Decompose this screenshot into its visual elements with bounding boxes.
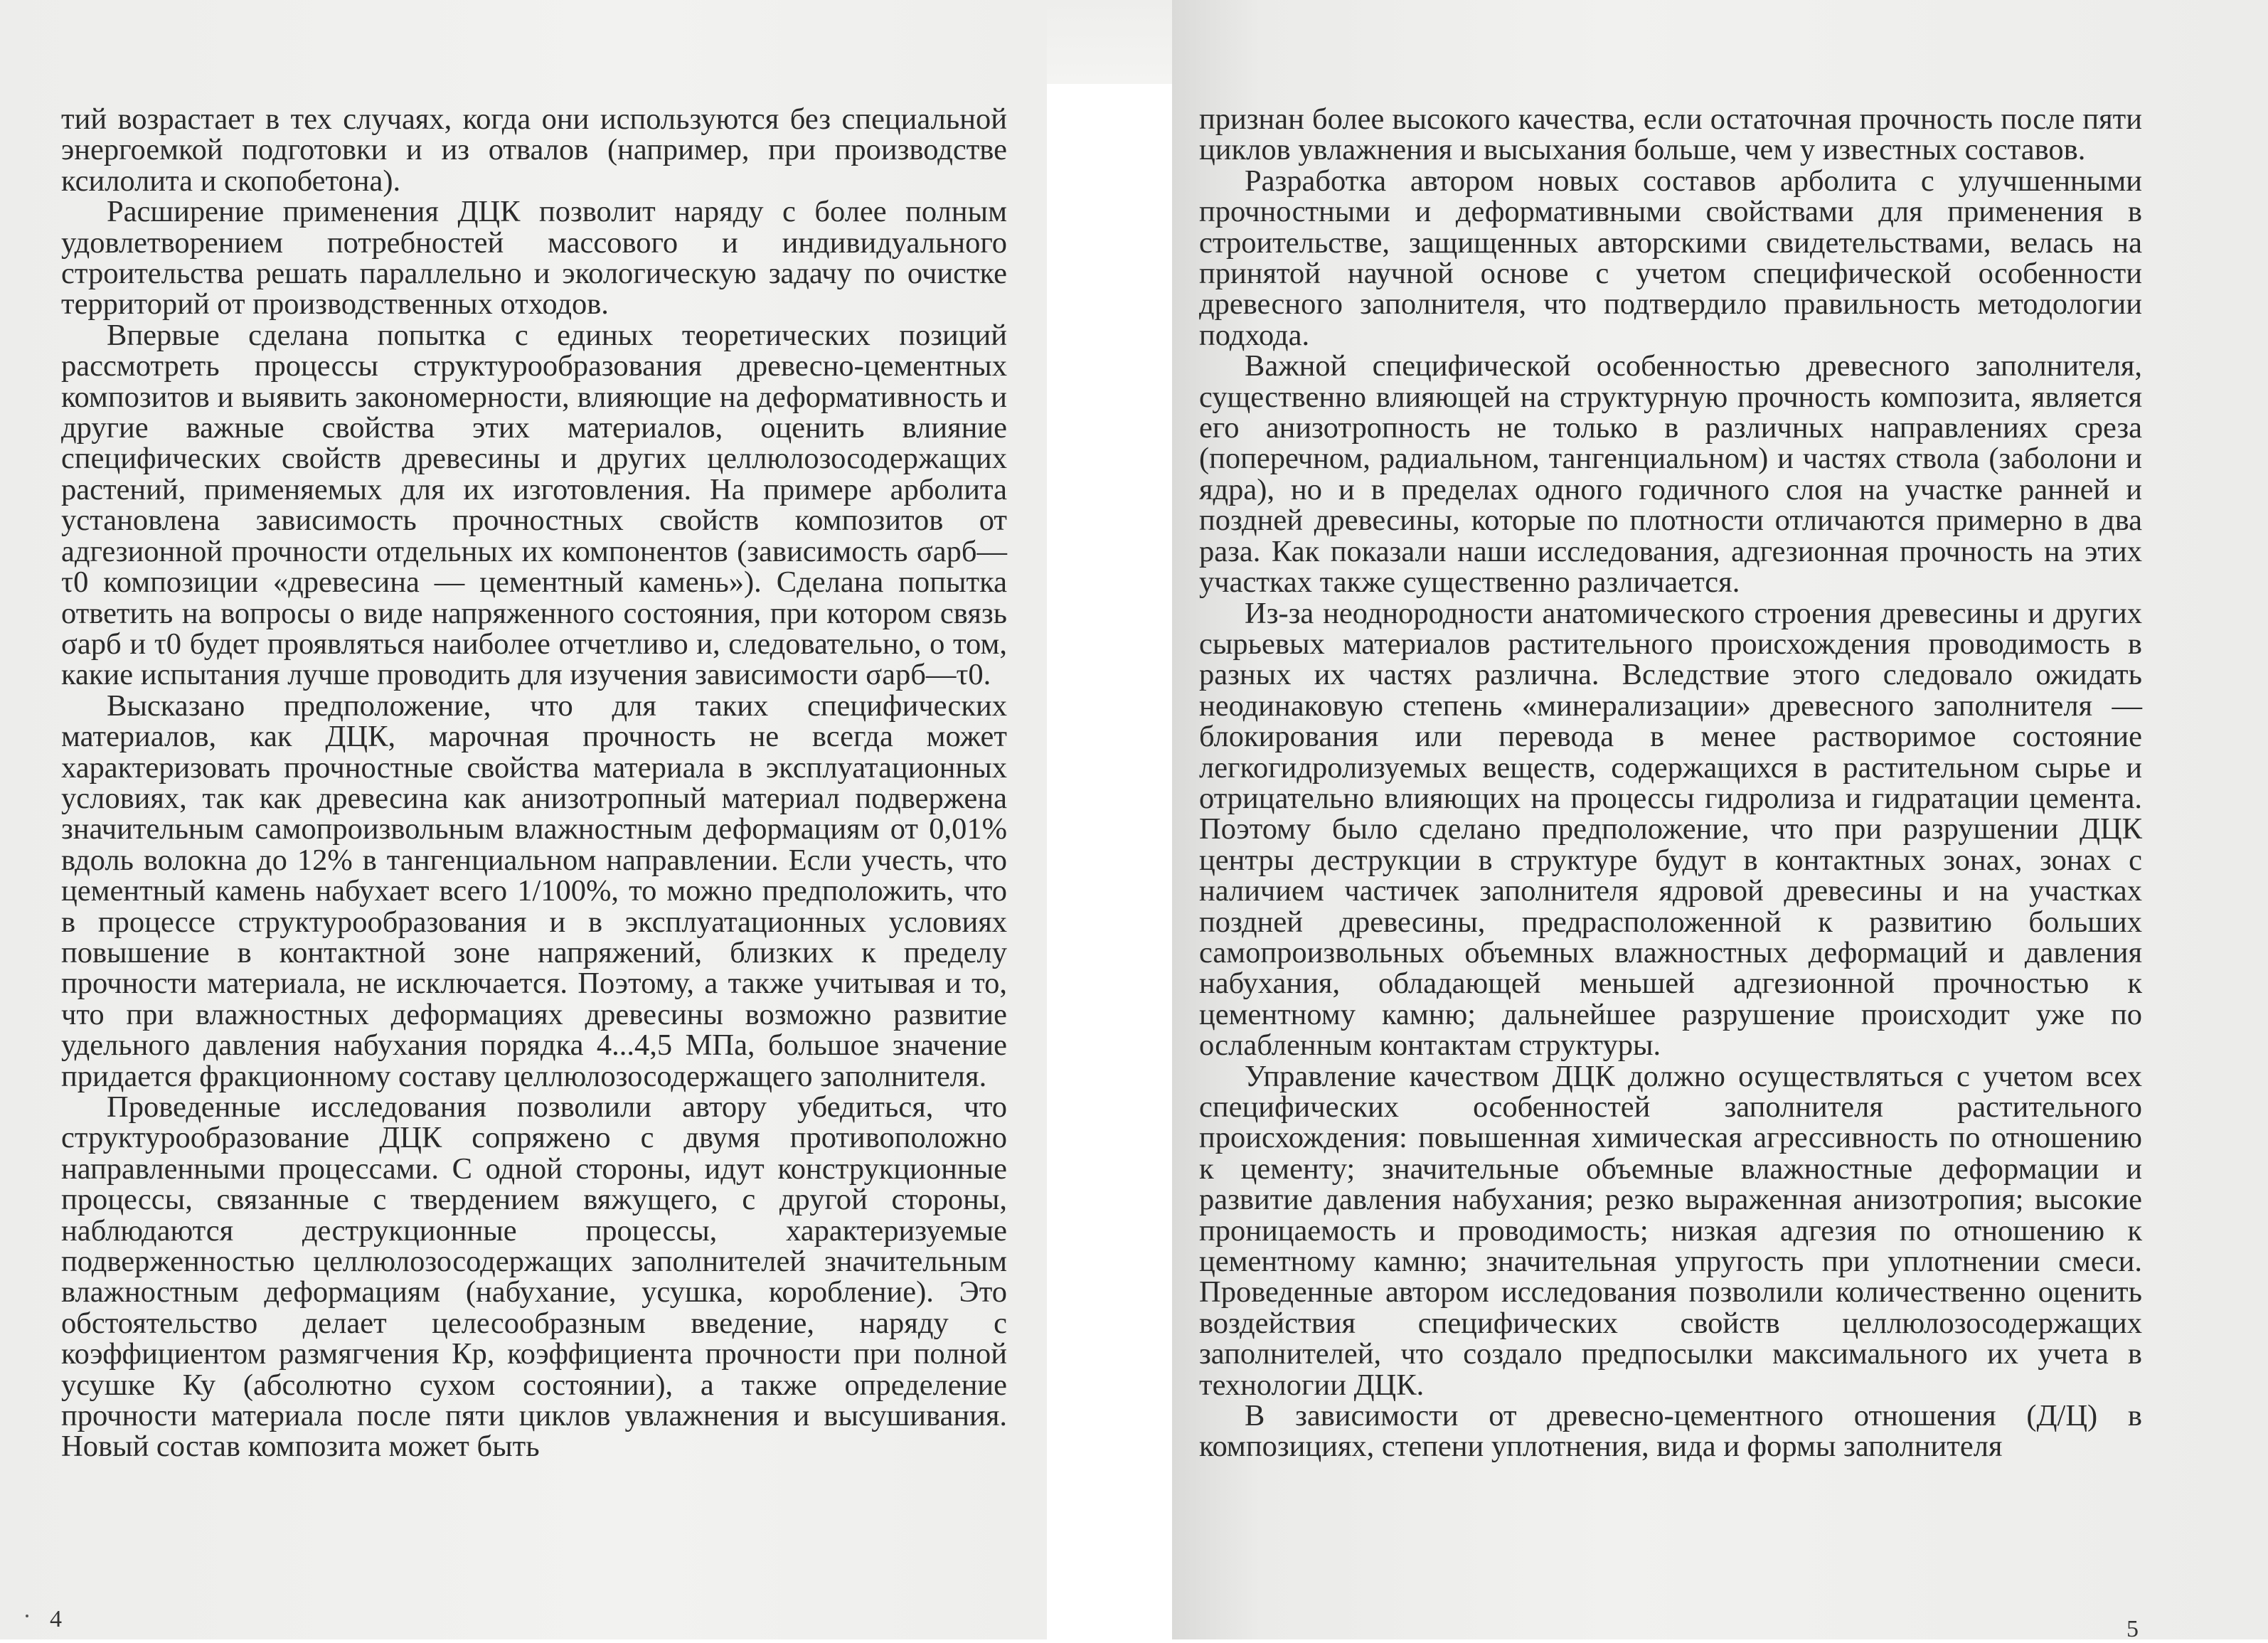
- paragraph: Из-за неоднородности анатомического строения древесины и других сырьевых материалов растительного происхождения проводимость в разных их частях различна. Вследствие этого следовало ожидать неодинаковую степень «минерализации» древесного заполнителя — блокирования или перевода в менее растворимое состояние легкогидролизуемых веществ, содержащихся в растительном сырье и отрицательно влияющих на процессы гидролиза и гидратации цемента. Поэтому было сделано предположение, что при разрушении ДЦК центры деструкции в структуре будут в контактных зонах, зонах с наличием частичек заполнителя ядровой древесины и на участках поздней древесины, предрасположенной к развитию больших самопроизвольных объемных влажностных деформаций и давления набухания, обладающей меньшей адгезионной прочностью к цементному камню; дальнейшее разрушение происходит уже по ослабленным контактам структуры.: [1199, 596, 2142, 1063]
- paragraph: Важной специфической особенностью древесного заполнителя, существенно влияющей на структурную прочность композита, является его анизотропность не только в различных направлениях среза (поперечном, радиальном, тангенциальном) и частях ствола (заболони и ядра), но и в пределах одного годичного слоя на участке ранней и поздней древесины, которые по плотности отличаются примерно в два раза. Как показали наши исследования, адгезионная прочность на этих участках также существенно различается.: [1199, 349, 2142, 600]
- right-page-text: [1199, 104, 2142, 1462]
- paragraph: признан более высокого качества, если остаточная прочность после пяти циклов увлажнения и высыхания больше, чем у известных составов.: [1199, 102, 2142, 167]
- paragraph: В зависимости от древесно-цементного отношения (Д/Ц) в композициях, степени уплотнения, вида и формы заполнителя: [1199, 1399, 2142, 1464]
- page-number-right: 5: [2126, 1616, 2139, 1642]
- paragraph: тий возрастает в тех случаях, когда они используются без специальной энергоемкой подготовки и из отвалов (например, при производстве ксилолита и скопобетона).: [61, 102, 1007, 198]
- print-speck: [26, 1615, 28, 1617]
- left-page-text: [61, 104, 1007, 1462]
- paragraph: Расширение применения ДЦК позволит наряду с более полным удовлетворением потребностей массового и индивидуального строительства решать параллельно и экологическую задачу по очистке территорий от производственных отходов.: [61, 195, 1007, 321]
- gutter-shadow: [1047, 0, 1172, 84]
- paragraph: Высказано предположение, что для таких специфических материалов, как ДЦК, марочная прочность не всегда может характеризовать прочностные свойства материала в эксплуатационных условиях, так как древесина как анизотропный материал подвержена значительным самопроизвольным влажностным деформациям от 0,01% вдоль волокна до 12% в тангенциальном направлении. Если учесть, что цементный камень набухает всего 1/100%, то можно предположить, что в процессе структурообразования и в эксплуатационных условиях повышение в контактной зоне напряжений, близких к пределу прочности материала, не исключается. Поэтому, а также учитывая и то, что при влажностных деформациях древесины возможно развитие удельного давления набухания порядка 4...4,5 МПа, большое значение придается фракционному составу целлюлозосодержащего заполнителя.: [61, 688, 1007, 1093]
- paragraph: Управление качеством ДЦК должно осуществляться с учетом всех специфических особенностей заполнителя растительного происхождения: повышенная химическая агрессивность по отношению к цементу; значительные объемные влажностные деформации и развитие давления набухания; резко выраженная анизотропия; высокие проницаемость и проводимость; низкая адгезия по отношению к цементному камню; значительная упругость при уплотнении смеси. Проведенные автором исследования позволили количественно оценить воздействия специфических свойств целлюлозосодержащих заполнителей, что создало предпосылки максимального их учета в технологии ДЦК.: [1199, 1059, 2142, 1402]
- paragraph: Разработка автором новых составов арболита с улучшенными прочностными и деформативными свойствами для применения в строительстве, защищенных авторскими свидетельствами, велась на принятой научной основе с учетом специфической особенности древесного заполнителя, что подтвердило правильность методологии подхода.: [1199, 164, 2142, 352]
- paragraph: Проведенные исследования позволили автору убедиться, что структурообразование ДЦК сопряжено с двумя противоположно направленными процессами. С одной стороны, идут конструкционные процессы, связанные с твердением вяжущего, с другой стороны, наблюдаются деструкционные процессы, характеризуемые подверженностью целлюлозосодержащих заполнителей значительным влажностным деформациям (набухание, усушка, коробление). Это обстоятельство делает целесообразным введение, наряду с коэффициентом размягчения Кр, коэффициента прочности при полной усушке Ку (абсолютно сухом состоянии), а также определение прочности материала после пяти циклов увлажнения и высушивания. Новый состав композита может быть: [61, 1090, 1007, 1464]
- paragraph: Впервые сделана попытка с единых теоретических позиций рассмотреть процессы структурообразования древесно-цементных композитов и выявить закономерности, влияющие на деформативность и другие важные свойства этих материалов, оценить влияние специфических свойств древесины и других целлюлозосодержащих растений, применяемых для их изготовления. На примере арболита установлена зависимость прочностных свойств композитов от адгезионной прочности отдельных их компонентов (зависимость σарб—τ0 композиции «древесина — цементный камень»). Сделана попытка ответить на вопросы о виде напряженного состояния, при котором связь σарб и τ0 будет проявляться наиболее отчетливо и, следовательно, о том, какие испытания лучше проводить для изучения зависимости σарб—τ0.: [61, 318, 1007, 692]
- page-number-left: 4: [50, 1606, 62, 1632]
- page-gutter: [1047, 84, 1172, 1639]
